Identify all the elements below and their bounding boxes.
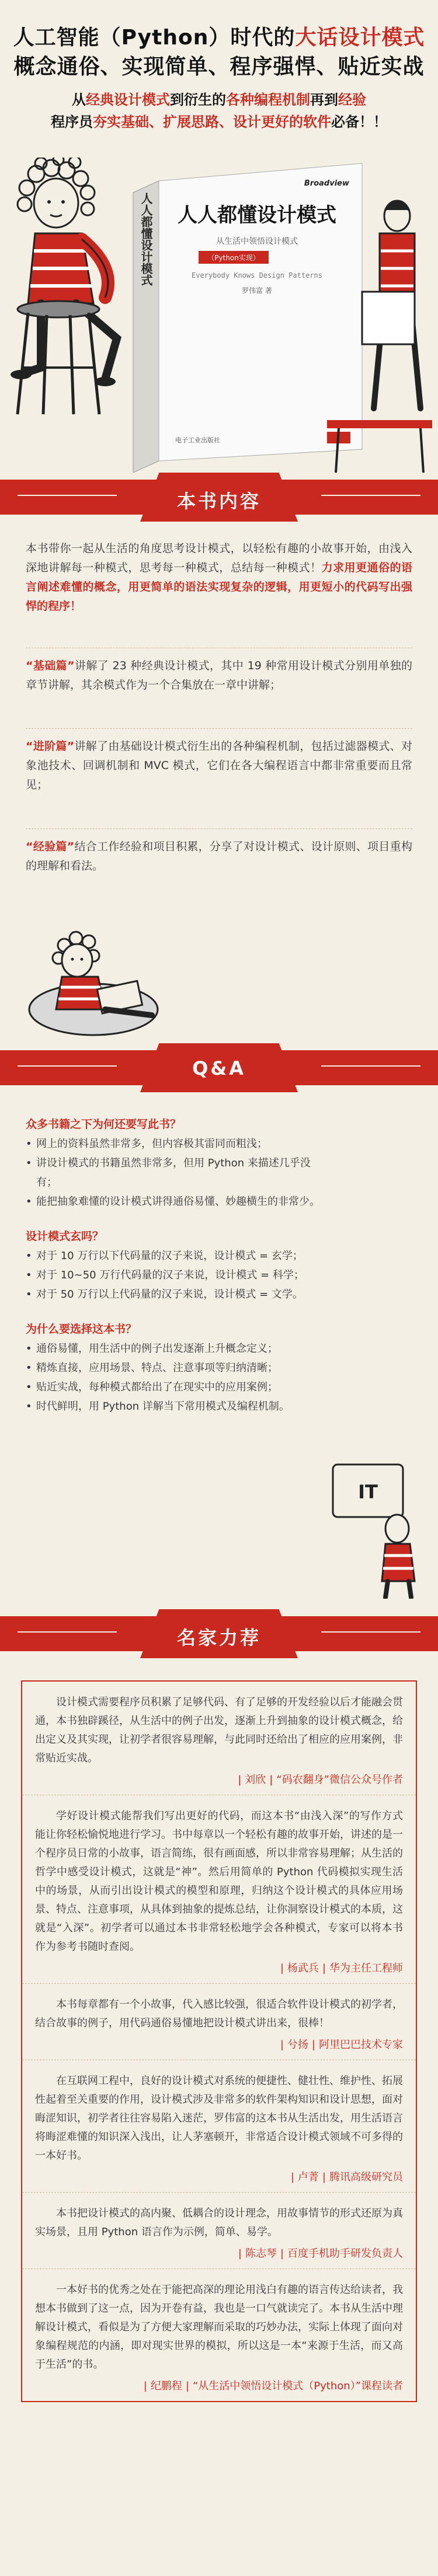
review-item — [22, 2193, 416, 2269]
hero-line-2: 概念通俗、实现简单、程序强悍、贴近实战 — [13, 55, 425, 79]
qa-answer-item: • 贴近实战，每种模式都给出了在现实中的应用案例； — [26, 1378, 329, 1397]
book-spine-title: 人人都懂设计模式 — [139, 193, 153, 286]
intro-card-basic: “基础篇”讲解了 23 种经典设计模式，其中 19 种常用设计模式分别用单独的章节讲解，其余模式作为一个合集放在一章中讲解； — [26, 648, 412, 695]
review-text: 本书每章都有一个小故事，代入感比较强，很适合软件设计模式的初学者，结合故事的例子，用代码通俗易懂地把设计模式讲出来，很棒！ — [35, 1998, 403, 2029]
man-holding-it-sign-illustration — [327, 1441, 432, 1599]
svg-text:IT: IT — [358, 1481, 378, 1503]
qa-question: 为什么要选择这本书？ — [26, 1323, 137, 1336]
section-title-qa: Q&A — [192, 1057, 246, 1079]
qa-group — [26, 1319, 329, 1416]
section-header-reviews — [0, 1616, 438, 1651]
reviews-list — [21, 1680, 417, 2402]
review-text: 在互联网工程中，良好的设计模式对系统的便捷性、健壮性、维护性、拓展性起着至关重要的作用，设计模式涉及非常多的软件架构知识和设计思想，面对晦涩知识，初学者往往容易陷入迷茫，罗伟富的这本书从生活出发，用生活语言将晦涩难懂的知识深入浅出，让人茅塞顿开，非常适合设计模式领域不可多得的一本好书。 — [35, 2075, 403, 2162]
book-tag: （Python实现） — [207, 254, 260, 262]
review-text: 设计模式需要程序员积累了足够代码、有了足够的开发经验以后才能融会贯通，本书独辟蹊径，从生活中的例子出发，逐渐上升到抽象的设计模式概念，给出定义及其实现，让初学者很容易理解，与此同时还给出了相应的应用案例，非常贴近实战。 — [35, 1696, 403, 1764]
book-title: 人人都懂设计模式 — [178, 204, 336, 227]
review-signature: | 纪鹏程 | “从生活中领悟设计模式（Python）”课程读者 — [143, 2380, 403, 2392]
review-item — [22, 1795, 416, 1984]
review-item — [22, 2269, 416, 2401]
review-signature: | 杨武兵 | 华为主任工程师 — [280, 1962, 403, 1974]
section-header-intro — [0, 480, 438, 515]
book-subtitle: 从生活中领悟设计模式 — [216, 237, 298, 246]
qa-group — [26, 1226, 329, 1304]
hero-section — [0, 0, 438, 473]
qa-group — [26, 1114, 329, 1211]
qa-answer-list — [26, 1246, 329, 1304]
review-signature: | 刘欣 | “码农翻身”微信公众号作者 — [238, 1774, 403, 1786]
review-item — [22, 1682, 416, 1795]
book-english-title: Everybody Knows Design Patterns — [192, 271, 322, 279]
qa-answer-list — [26, 1134, 329, 1211]
girl-on-beanbag-with-laptop-illustration — [23, 922, 175, 1039]
hero-illustration — [0, 158, 438, 473]
section-header-qa — [0, 1050, 438, 1085]
hero-line-4: 程序员夯实基础、扩展思路、设计更好的软件必备！！ — [51, 114, 387, 130]
book-publisher: 电子工业出版社 — [175, 436, 220, 444]
qa-answer-item: • 对于 10 万行以下代码量的汉子来说，设计模式 = 玄学； — [26, 1246, 329, 1266]
review-text: 本书把设计模式的高内聚、低耦合的设计理念，用故事情节的形式还原为真实场景，且用 Python 语言作为示例，简单、易学。 — [35, 2207, 403, 2238]
hero-line-1: 人工智能（Python）时代的大话设计模式 — [13, 26, 425, 50]
qa-answer-item: • 精炼直接，应用场景、特点、注意事项等归纳清晰； — [26, 1358, 329, 1378]
review-text: 学好设计模式能帮我们写出更好的代码，而这本书“由浅入深”的写作方式能让你轻松愉悦地进行学习。书中每章以一个轻松有趣的故事开始，讲述的是一个程序员日常的小故事，语言简练，很有画面感，所以非常容易理解；从生活的哲学中感受设计模式，这就是“神”。然后用简单的 Python 代码模拟实现生活中的场景，从而引出设计模式的模型和原理，归纳这个设计模式的具体应用场景、特点、注意事项，从具体到抽象的提炼总结，让你洞察设计模式的本质，这就是“入深”。初学者可以通过本书非常轻松地学会各种模式，专家可以将本书作为参考书随时查阅。 — [35, 1810, 403, 1953]
qa-answer-item: • 网上的资料虽然非常多，但内容极其雷同而粗浅； — [26, 1134, 329, 1154]
review-item — [22, 2060, 416, 2193]
intro-card-advanced: “进阶篇”讲解了由基础设计模式衍生出的各种编程机制，包括过滤器模式、对象池技术、回调机制和 MVC 模式，它们在各大编程语言中都非常重要而且常见； — [26, 728, 412, 795]
curly-hair-girl-on-stool-illustration — [11, 158, 117, 414]
qa-answer-item: • 对于 50 万行以上代码量的汉子来说，设计模式 = 文学。 — [26, 1285, 329, 1304]
book-brand: Broadview — [304, 179, 349, 188]
qa-answer-item: • 讲设计模式的书籍虽然非常多，但用 Python 来描述几乎没有； — [26, 1154, 329, 1192]
review-item — [22, 1984, 416, 2060]
section-title-reviews: 名家力荐 — [176, 1627, 261, 1649]
qa-content — [26, 1114, 329, 1416]
hero-line-3: 从经典设计模式到衍生的各种编程机制再到经验 — [72, 92, 366, 108]
book-author: 罗伟富 著 — [242, 286, 272, 295]
qa-answer-item: • 能把抽象难懂的设计模式讲得通俗易懂、妙趣横生的非常少。 — [26, 1192, 329, 1211]
section-title-intro: 本书内容 — [176, 490, 261, 512]
review-text: 一本好书的优秀之处在于能把高深的理论用浅白有趣的语言传达给读者，我想本书做到了这一点，因为开卷有益，我也是一口气就读完了。本书从生活中理解设计模式，看似是为了方便大家理解而采取的巧妙办法，实际上体现了面向对象编程规范的内涵，即对现实世界的模拟，所以这是一本“来源于生活，而又高于生活”的书。 — [35, 2284, 403, 2371]
review-signature: | 卢菁 | 腾讯高级研究员 — [290, 2171, 403, 2183]
review-signature: | 兮扬 | 阿里巴巴技术专家 — [280, 2039, 403, 2051]
review-signature: | 陈志琴 | 百度手机助手研发负责人 — [238, 2248, 403, 2260]
intro-card-experience: “经验篇”结合工作经验和项目积累，分享了对设计模式、设计原则、项目重构的理解和看法。 — [26, 829, 412, 876]
qa-question: 众多书籍之下为何还要写此书？ — [26, 1118, 182, 1131]
qa-answer-item: • 对于 10~50 万行代码量的汉子来说，设计模式 = 科学； — [26, 1266, 329, 1285]
hero-title — [0, 0, 438, 133]
qa-answer-list — [26, 1339, 329, 1416]
qa-question: 设计模式玄吗？ — [26, 1230, 104, 1243]
qa-answer-item: • 通俗易懂，用生活中的例子出发逐渐上升概念定义； — [26, 1339, 329, 1358]
qa-answer-item: • 时代鲜明，用 Python 详解当下常用模式及编程机制。 — [26, 1397, 329, 1416]
intro-paragraph: 本书带你一起从生活的角度思考设计模式，以轻松有趣的小故事开始，由浅入深地讲解每一种模式，思考每一种模式，总结每一种模式！力求用更通俗的语言阐述难懂的概念，用更简单的语法实现复杂的逻辑，用更短小的代码写出强悍的程序！ — [26, 542, 412, 613]
